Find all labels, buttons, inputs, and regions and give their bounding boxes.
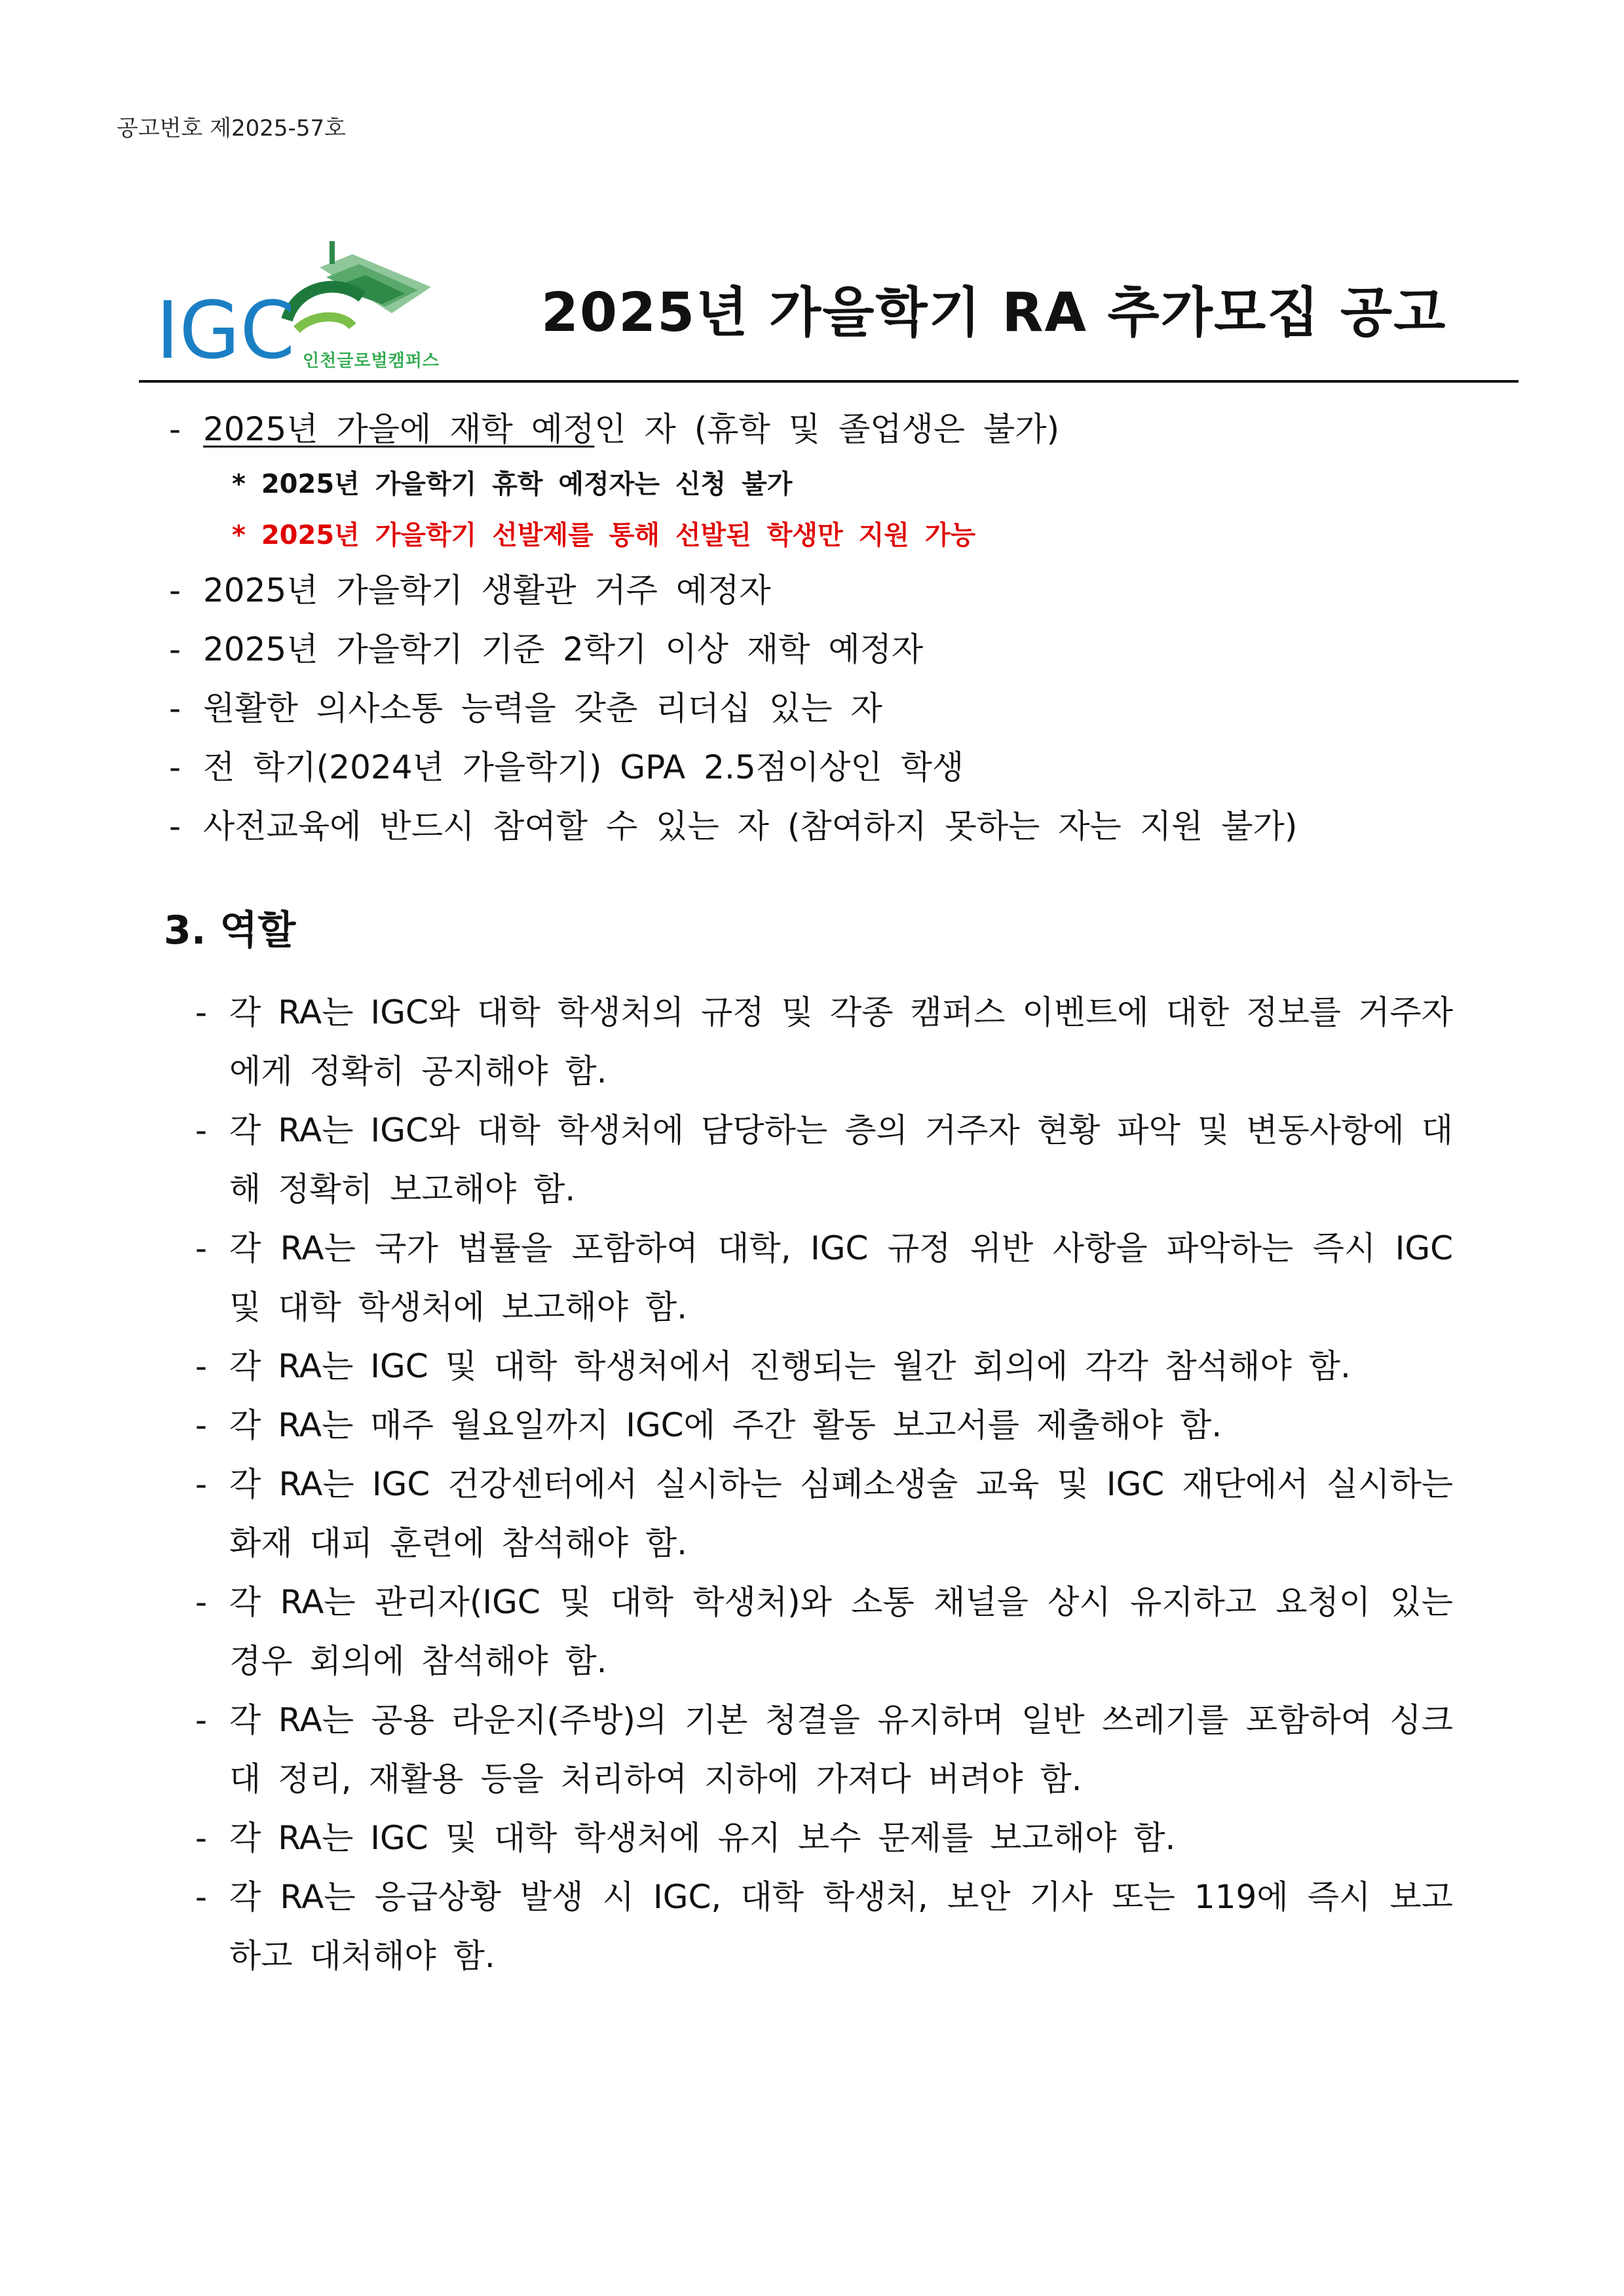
requirement-item: - 사전교육에 반드시 참여할 수 있는 자 (참여하지 못하는 자는 지원 불가) (169, 807, 1298, 845)
requirement-item: - 전 학기(2024년 가을학기) GPA 2.5점이상인 학생 (169, 748, 964, 786)
notice-number: 공고번호 제2025-57호 (117, 115, 346, 142)
requirement-note: * 2025년 가을학기 휴학 예정자는 신청 불가 (232, 469, 793, 499)
requirement-underlined: 2025년 가을에 재학 예정 (203, 410, 595, 448)
requirements-list (169, 400, 1479, 856)
role-item: - 각 RA는 공용 라운지(주방)의 기본 청결을 유지하며 일반 쓰레기를 포함하여 싱크대 정리, 재활용 등을 처리하여 지하에 가져다 버려야 함. (195, 1701, 1453, 1798)
role-item: - 각 RA는 응급상황 발생 시 IGC, 대학 학생처, 보안 기사 또는 119에 즉시 보고하고 대처해야 함. (195, 1878, 1453, 1975)
requirement-item: - 2025년 가을학기 생활관 거주 예정자 (169, 571, 771, 609)
role-item: - 각 RA는 IGC 및 대학 학생처에 유지 보수 문제를 보고해야 함. (195, 1819, 1176, 1857)
role-item: - 각 RA는 IGC 건강센터에서 실시하는 심폐소생술 교육 및 IGC 재단에서 실시하는 화재 대피 훈련에 참석해야 함. (195, 1465, 1453, 1562)
section-title-roles: 3. 역할 (164, 908, 296, 953)
requirement-note-highlight: * 2025년 가을학기 선발제를 통해 선발된 학생만 지원 가능 (232, 520, 976, 550)
roles-list (195, 983, 1453, 1985)
role-item: - 각 RA는 IGC와 대학 학생처의 규정 및 각종 캠퍼스 이벤트에 대한 정보를 거주자에게 정확히 공지해야 함. (195, 993, 1453, 1090)
role-item: - 각 RA는 매주 월요일까지 IGC에 주간 활동 보고서를 제출해야 함. (195, 1406, 1222, 1444)
role-item: - 각 RA는 IGC와 대학 학생처에 담당하는 층의 거주자 현황 파악 및 변동사항에 대해 정확히 보고해야 함. (195, 1111, 1453, 1208)
role-item: - 각 RA는 국가 법률을 포함하여 대학, IGC 규정 위반 사항을 파악하는 즉시 IGC 및 대학 학생처에 보고해야 함. (195, 1229, 1453, 1326)
requirement-item: - 원활한 의사소통 능력을 갖춘 리더십 있는 자 (169, 689, 882, 727)
requirement-item: - 2025년 가을에 재학 예정인 자 (휴학 및 졸업생은 불가) (169, 410, 1060, 448)
page-title: 2025년 가을학기 RA 추가모집 공고 (541, 282, 1447, 344)
logo-igc-text: IGC (156, 286, 295, 377)
title-divider (139, 380, 1519, 383)
role-item: - 각 RA는 관리자(IGC 및 대학 학생처)와 소통 채널을 상시 유지하고 요청이 있는 경우 회의에 참석해야 함. (195, 1583, 1453, 1680)
role-item: - 각 RA는 IGC 및 대학 학생처에서 진행되는 월간 회의에 각각 참석해야 함. (195, 1347, 1351, 1385)
logo-swoosh (297, 317, 352, 330)
logo-tower (330, 241, 335, 264)
requirement-item: - 2025년 가을학기 기준 2학기 이상 재학 예정자 (169, 630, 924, 668)
logo-subtext: 인천글로벌캠퍼스 (303, 351, 440, 371)
